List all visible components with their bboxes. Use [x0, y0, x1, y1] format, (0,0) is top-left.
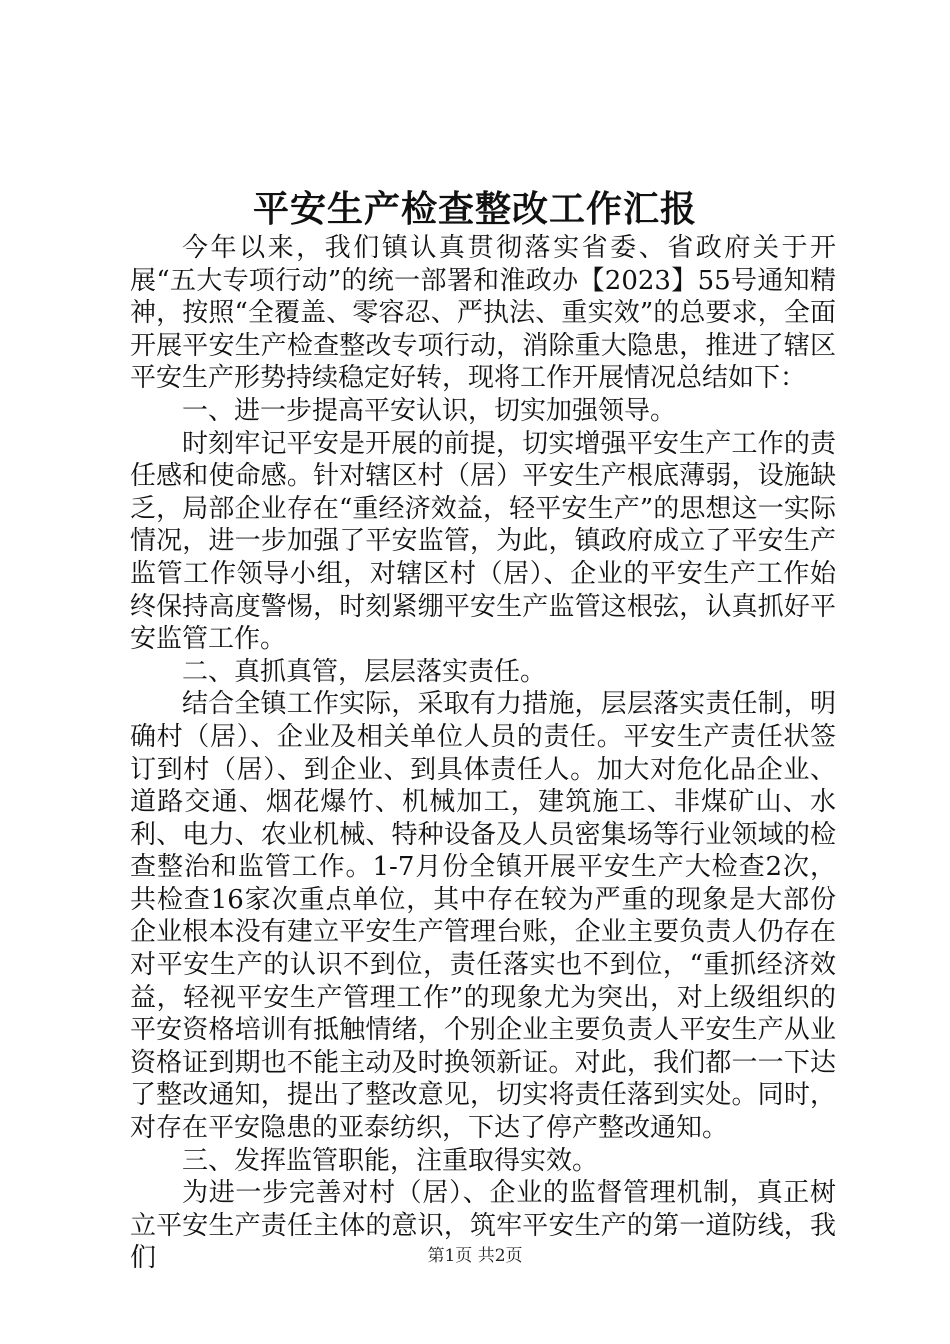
page-number-footer: 第1页 共2页: [427, 1246, 523, 1266]
document-body: [130, 232, 836, 1275]
section-paragraph-2: 结合全镇工作实际，采取有力措施，层层落实责任制，明确村（居）、企业及相关单位人员的责任。平安生产责任状签订到村（居）、到企业、到具体责任人。加大对危化品企业、道路交通、烟花爆竹、机械加工，建筑施工、非煤矿山、水利、电力、农业机械、特种设备及人员密集场等行业领域的检查整治和监管工作。1-7月份全镇开展平安生产大检查2次，共检查16家次重点单位，其中存在较为严重的现象是大部份企业根本没有建立平安生产管理台账，企业主要负责人仍存在对平安生产的认识不到位，责任落实也不到位，“重抓经济效益，轻视平安生产管理工作”的现象尤为突出，对上级组织的平安资格培训有抵触情绪，个别企业主要负责人平安生产从业资格证到期也不能主动及时换领新证。对此，我们都一一下达了整改通知，提出了整改意见，切实将责任落到实处。同时，对存在平安隐患的亚泰纺织，下达了停产整改通知。: [130, 689, 836, 1144]
section-paragraph-1: 时刻牢记平安是开展的前提，切实增强平安生产工作的责任感和使命感。针对辖区村（居）平安生产根底薄弱，设施缺乏，局部企业存在“重经济效益，轻平安生产”的思想这一实际情况，进一步加强了平安监管，为此，镇政府成立了平安生产监管工作领导小组，对辖区村（居）、企业的平安生产工作始终保持高度警惕，时刻紧绷平安生产监管这根弦，认真抓好平安监管工作。: [130, 428, 836, 655]
section-heading-3: 三、发挥监管职能，注重取得实效。: [182, 1145, 599, 1176]
section-paragraph-3: 为进一步完善对村（居）、企业的监督管理机制，真正树立平安生产责任主体的意识，筑牢平安生产的第一道防线，我们: [130, 1178, 836, 1274]
section-heading-2: 二、真抓真管，层层落实责任。: [182, 656, 547, 687]
document-title: 平安生产检查整改工作汇报: [252, 188, 697, 230]
section-heading-1: 一、进一步提高平安认识，切实加强领导。: [182, 395, 677, 426]
intro-paragraph: 今年以来，我们镇认真贯彻落实省委、省政府关于开展“五大专项行动”的统一部署和淮政办【2023】55号通知精神，按照“全覆盖、零容忍、严执法、重实效”的总要求，全面开展平安生产检查整改专项行动，消除重大隐患，推进了辖区平安生产形势持续稳定好转，现将工作开展情况总结如下：: [130, 233, 836, 394]
